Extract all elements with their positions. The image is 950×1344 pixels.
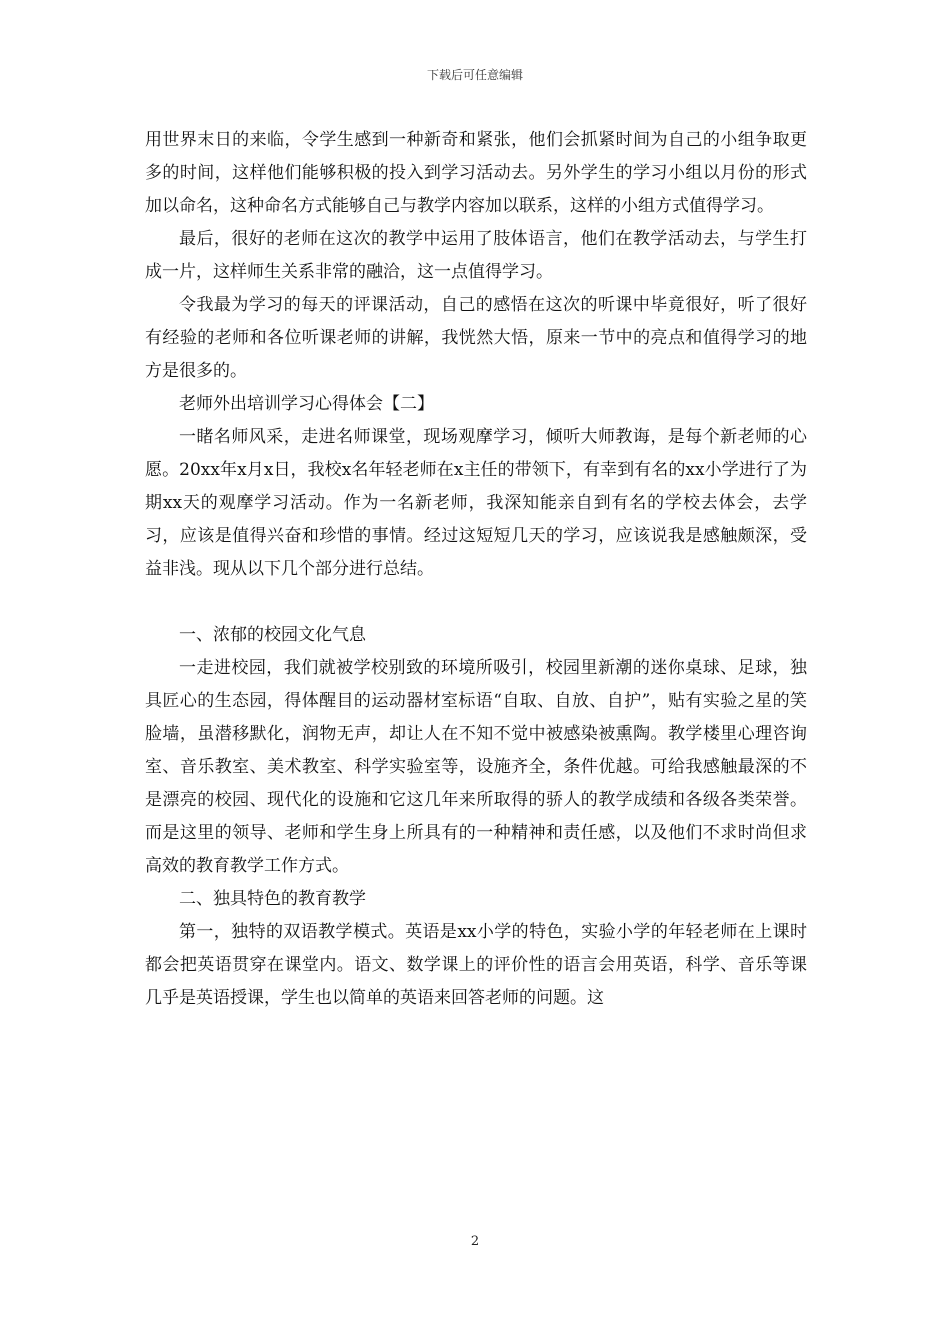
blank-line xyxy=(145,586,807,619)
paragraph-evaluation: 令我最为学习的每天的评课活动，自己的感悟在这次的听课中毕竟很好，听了很好有经验的老师和各位听课老师的讲解，我恍然大悟，原来一节中的亮点和值得学习的地方是很多的。 xyxy=(145,295,807,381)
page-header: 下载后可任意编辑 xyxy=(426,68,523,82)
document-body xyxy=(145,124,807,1015)
paragraph-body-language: 最后，很好的老师在这次的教学中运用了肢体语言，他们在教学活动去，与学生打成一片，这样师生关系非常的融洽，这一点值得学习。 xyxy=(145,229,807,282)
heading-teaching: 二、独具特色的教育教学 xyxy=(179,889,366,909)
paragraph-campus-culture: 一走进校园，我们就被学校别致的环境所吸引，校园里新潮的迷你桌球、足球，独具匠心的生态园，得体醒目的运动器材室标语“自取、自放、自护”，贴有实验之星的笑脸墙，虽潜移默化，润物无声，却让人在不知不觉中被感染被熏陶。教学楼里心理咨询室、音乐教室、美术教室、科学实验室等，设施齐全，条件优越。可给我感触最深的不是漂亮的校园、现代化的设施和它这几年来所取得的骄人的教学成绩和各级各类荣誉。而是这里的领导、老师和学生身上所具有的一种精神和责任感，以及他们不求时尚但求高效的教育教学工作方式。 xyxy=(145,658,807,876)
page-number: 2 xyxy=(470,1234,480,1249)
section-title-two: 老师外出培训学习心得体会【二】 xyxy=(179,394,434,414)
paragraph-continuation: 用世界末日的来临，令学生感到一种新奇和紧张，他们会抓紧时间为自己的小组争取更多的时间，这样他们能够积极的投入到学习活动去。另外学生的学习小组以月份的形式加以命名，这种命名方式能够自己与教学内容加以联系，这样的小组方式值得学习。 xyxy=(145,130,807,216)
paragraph-bilingual: 第一，独特的双语教学模式。英语是xx小学的特色，实验小学的年轻老师在上课时都会把英语贯穿在课堂内。语文、数学课上的评价性的语言会用英语，科学、音乐等课几乎是英语授课，学生也以简单的英语来回答老师的问题。这 xyxy=(145,922,807,1008)
heading-campus-culture: 一、浓郁的校园文化气息 xyxy=(179,625,366,645)
paragraph-intro: 一睹名师风采，走进名师课堂，现场观摩学习，倾听大师教诲，是每个新老师的心愿。20xx年x月x日，我校x名年轻老师在x主任的带领下，有幸到有名的xx小学进行了为期xx天的观摩学习活动。作为一名新老师，我深知能亲自到有名的学校去体会，去学习，应该是值得兴奋和珍惜的事情。经过这短短几天的学习，应该说我是感触颇深，受益非浅。现从以下几个部分进行总结。 xyxy=(145,427,807,579)
